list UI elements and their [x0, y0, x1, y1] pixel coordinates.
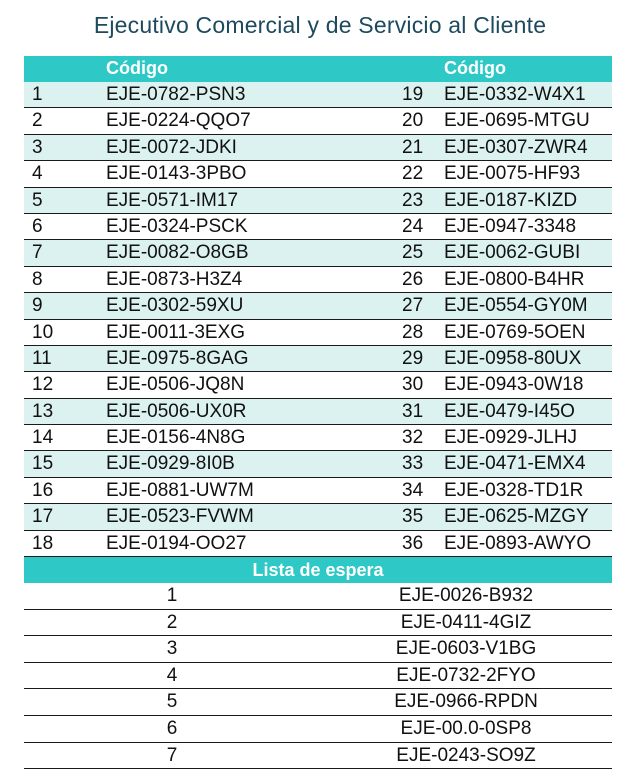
- row-number-left: 1: [32, 84, 43, 105]
- waitlist-row: [24, 743, 612, 770]
- row-number-right: 20: [402, 110, 424, 132]
- table-row: [24, 372, 612, 398]
- row-number-left: 18: [32, 532, 54, 554]
- code-left: EJE-0011-3EXG: [106, 321, 246, 343]
- table-row: [24, 267, 612, 293]
- code-right: EJE-0943-0W18: [444, 374, 584, 396]
- waitlist-row: [24, 663, 612, 690]
- code-left: EJE-0143-3PBO: [106, 163, 247, 185]
- waitlist-row: [24, 716, 612, 743]
- header-codigo-right: Código: [444, 58, 506, 78]
- code-left: EJE-0506-UX0R: [106, 400, 247, 422]
- row-number-left: 9: [32, 295, 43, 317]
- table-row: [24, 82, 612, 108]
- table-row: [24, 320, 612, 346]
- waitlist-number: 3: [166, 638, 178, 660]
- code-left: EJE-0224-QQO7: [106, 110, 251, 132]
- waitlist-row: [24, 689, 612, 716]
- row-number-right: 35: [402, 506, 424, 528]
- code-right: EJE-0893-AWYO: [444, 532, 592, 554]
- row-number-left: 12: [32, 374, 54, 396]
- code-left: EJE-0929-8I0B: [106, 453, 235, 475]
- row-number-right: 29: [402, 347, 424, 369]
- waitlist-number: 6: [166, 717, 178, 739]
- code-right: EJE-0800-B4HR: [444, 268, 585, 290]
- code-right: EJE-0479-I45O: [444, 400, 575, 422]
- row-number-left: 10: [32, 321, 54, 343]
- code-left: EJE-0072-JDKI: [106, 136, 237, 158]
- table-row: [24, 135, 612, 161]
- waitlist-number: 5: [166, 691, 178, 713]
- row-number-right: 31: [402, 400, 424, 422]
- waitlist-header: Lista de espera: [24, 557, 612, 583]
- row-number-right: 33: [402, 453, 424, 475]
- row-number-right: 23: [402, 189, 424, 211]
- row-number-left: 2: [32, 110, 43, 132]
- code-right: EJE-0075-HF93: [444, 163, 581, 185]
- waitlist-code: EJE-0603-V1BG: [395, 638, 537, 660]
- row-number-left: 6: [32, 215, 43, 237]
- waitlist-number: 4: [166, 664, 178, 686]
- row-number-right: 19: [402, 84, 424, 105]
- code-left: EJE-0975-8GAG: [106, 347, 249, 369]
- waitlist-number: 1: [166, 585, 178, 606]
- row-number-right: 36: [402, 532, 424, 554]
- code-right: EJE-0929-JLHJ: [444, 427, 578, 449]
- table-row: [24, 425, 612, 451]
- waitlist-body: [24, 583, 612, 769]
- code-left: EJE-0194-OO27: [106, 532, 247, 554]
- row-number-right: 21: [402, 136, 424, 158]
- row-number-right: 22: [402, 163, 424, 185]
- waitlist-code: EJE-0411-4GIZ: [400, 611, 532, 633]
- row-number-left: 15: [32, 453, 54, 475]
- table-row: [24, 478, 612, 504]
- row-number-left: 4: [32, 163, 43, 185]
- row-number-left: 5: [32, 189, 43, 211]
- waitlist-code: EJE-00.0-0SP8: [400, 717, 532, 739]
- header-codigo-left: Código: [106, 58, 168, 78]
- row-number-left: 13: [32, 400, 54, 422]
- page-title: Ejecutivo Comercial y de Servicio al Cliente: [93, 12, 547, 38]
- waitlist-row: [24, 583, 612, 610]
- waitlist-code: EJE-0243-SO9Z: [396, 744, 536, 766]
- table-row: [24, 531, 612, 557]
- row-number-right: 32: [402, 427, 424, 449]
- code-right: EJE-0958-80UX: [444, 347, 582, 369]
- main-table-body: [24, 82, 612, 557]
- code-right: EJE-0695-MTGU: [444, 110, 590, 132]
- code-right: EJE-0328-TD1R: [444, 479, 584, 501]
- table-row: [24, 108, 612, 134]
- code-right: EJE-0625-MZGY: [444, 506, 589, 528]
- row-number-right: 34: [402, 479, 424, 501]
- row-number-left: 7: [32, 242, 43, 264]
- code-right: EJE-0187-KIZD: [444, 189, 578, 211]
- table-row: [24, 504, 612, 530]
- waitlist-number: 2: [166, 611, 178, 633]
- code-left: EJE-0881-UW7M: [106, 479, 254, 501]
- code-left: EJE-0324-PSCK: [106, 215, 248, 237]
- table-row: [24, 188, 612, 214]
- table-row: [24, 399, 612, 425]
- code-right: EJE-0062-GUBI: [444, 242, 581, 264]
- code-right: EJE-0307-ZWR4: [444, 136, 588, 158]
- code-left: EJE-0302-59XU: [106, 295, 244, 317]
- code-right: EJE-0554-GY0M: [444, 295, 588, 317]
- code-right: EJE-0471-EMX4: [444, 453, 586, 475]
- code-right: EJE-0332-W4X1: [444, 84, 586, 105]
- waitlist-number: 7: [166, 744, 178, 766]
- row-number-left: 14: [32, 427, 54, 449]
- row-number-left: 17: [32, 506, 54, 528]
- row-number-left: 3: [32, 136, 43, 158]
- code-left: EJE-0156-4N8G: [106, 427, 246, 449]
- code-left: EJE-0082-O8GB: [106, 242, 249, 264]
- waitlist-code: EJE-0966-RPDN: [394, 691, 538, 713]
- table-row: [24, 451, 612, 477]
- code-left: EJE-0873-H3Z4: [106, 268, 243, 290]
- table-row: [24, 346, 612, 372]
- code-left: EJE-0523-FVWM: [106, 506, 254, 528]
- waitlist-row: [24, 610, 612, 637]
- table-row: [24, 161, 612, 187]
- table-row: [24, 293, 612, 319]
- row-number-left: 16: [32, 479, 54, 501]
- code-right: EJE-0769-5OEN: [444, 321, 586, 343]
- row-number-left: 11: [32, 347, 52, 369]
- row-number-right: 25: [402, 242, 424, 264]
- code-right: EJE-0947-3348: [444, 215, 577, 237]
- row-number-right: 30: [402, 374, 424, 396]
- row-number-right: 27: [402, 295, 424, 317]
- main-table-header: [24, 56, 612, 82]
- row-number-right: 24: [402, 215, 424, 237]
- row-number-right: 28: [402, 321, 424, 343]
- code-left: EJE-0782-PSN3: [106, 84, 246, 105]
- code-left: EJE-0506-JQ8N: [106, 374, 245, 396]
- table-row: [24, 214, 612, 240]
- table-row: [24, 240, 612, 266]
- code-left: EJE-0571-IM17: [106, 189, 239, 211]
- row-number-left: 8: [32, 268, 43, 290]
- waitlist-code: EJE-0732-2FYO: [396, 664, 536, 686]
- row-number-right: 26: [402, 268, 424, 290]
- waitlist-row: [24, 636, 612, 663]
- waitlist-code: EJE-0026-B932: [398, 585, 534, 606]
